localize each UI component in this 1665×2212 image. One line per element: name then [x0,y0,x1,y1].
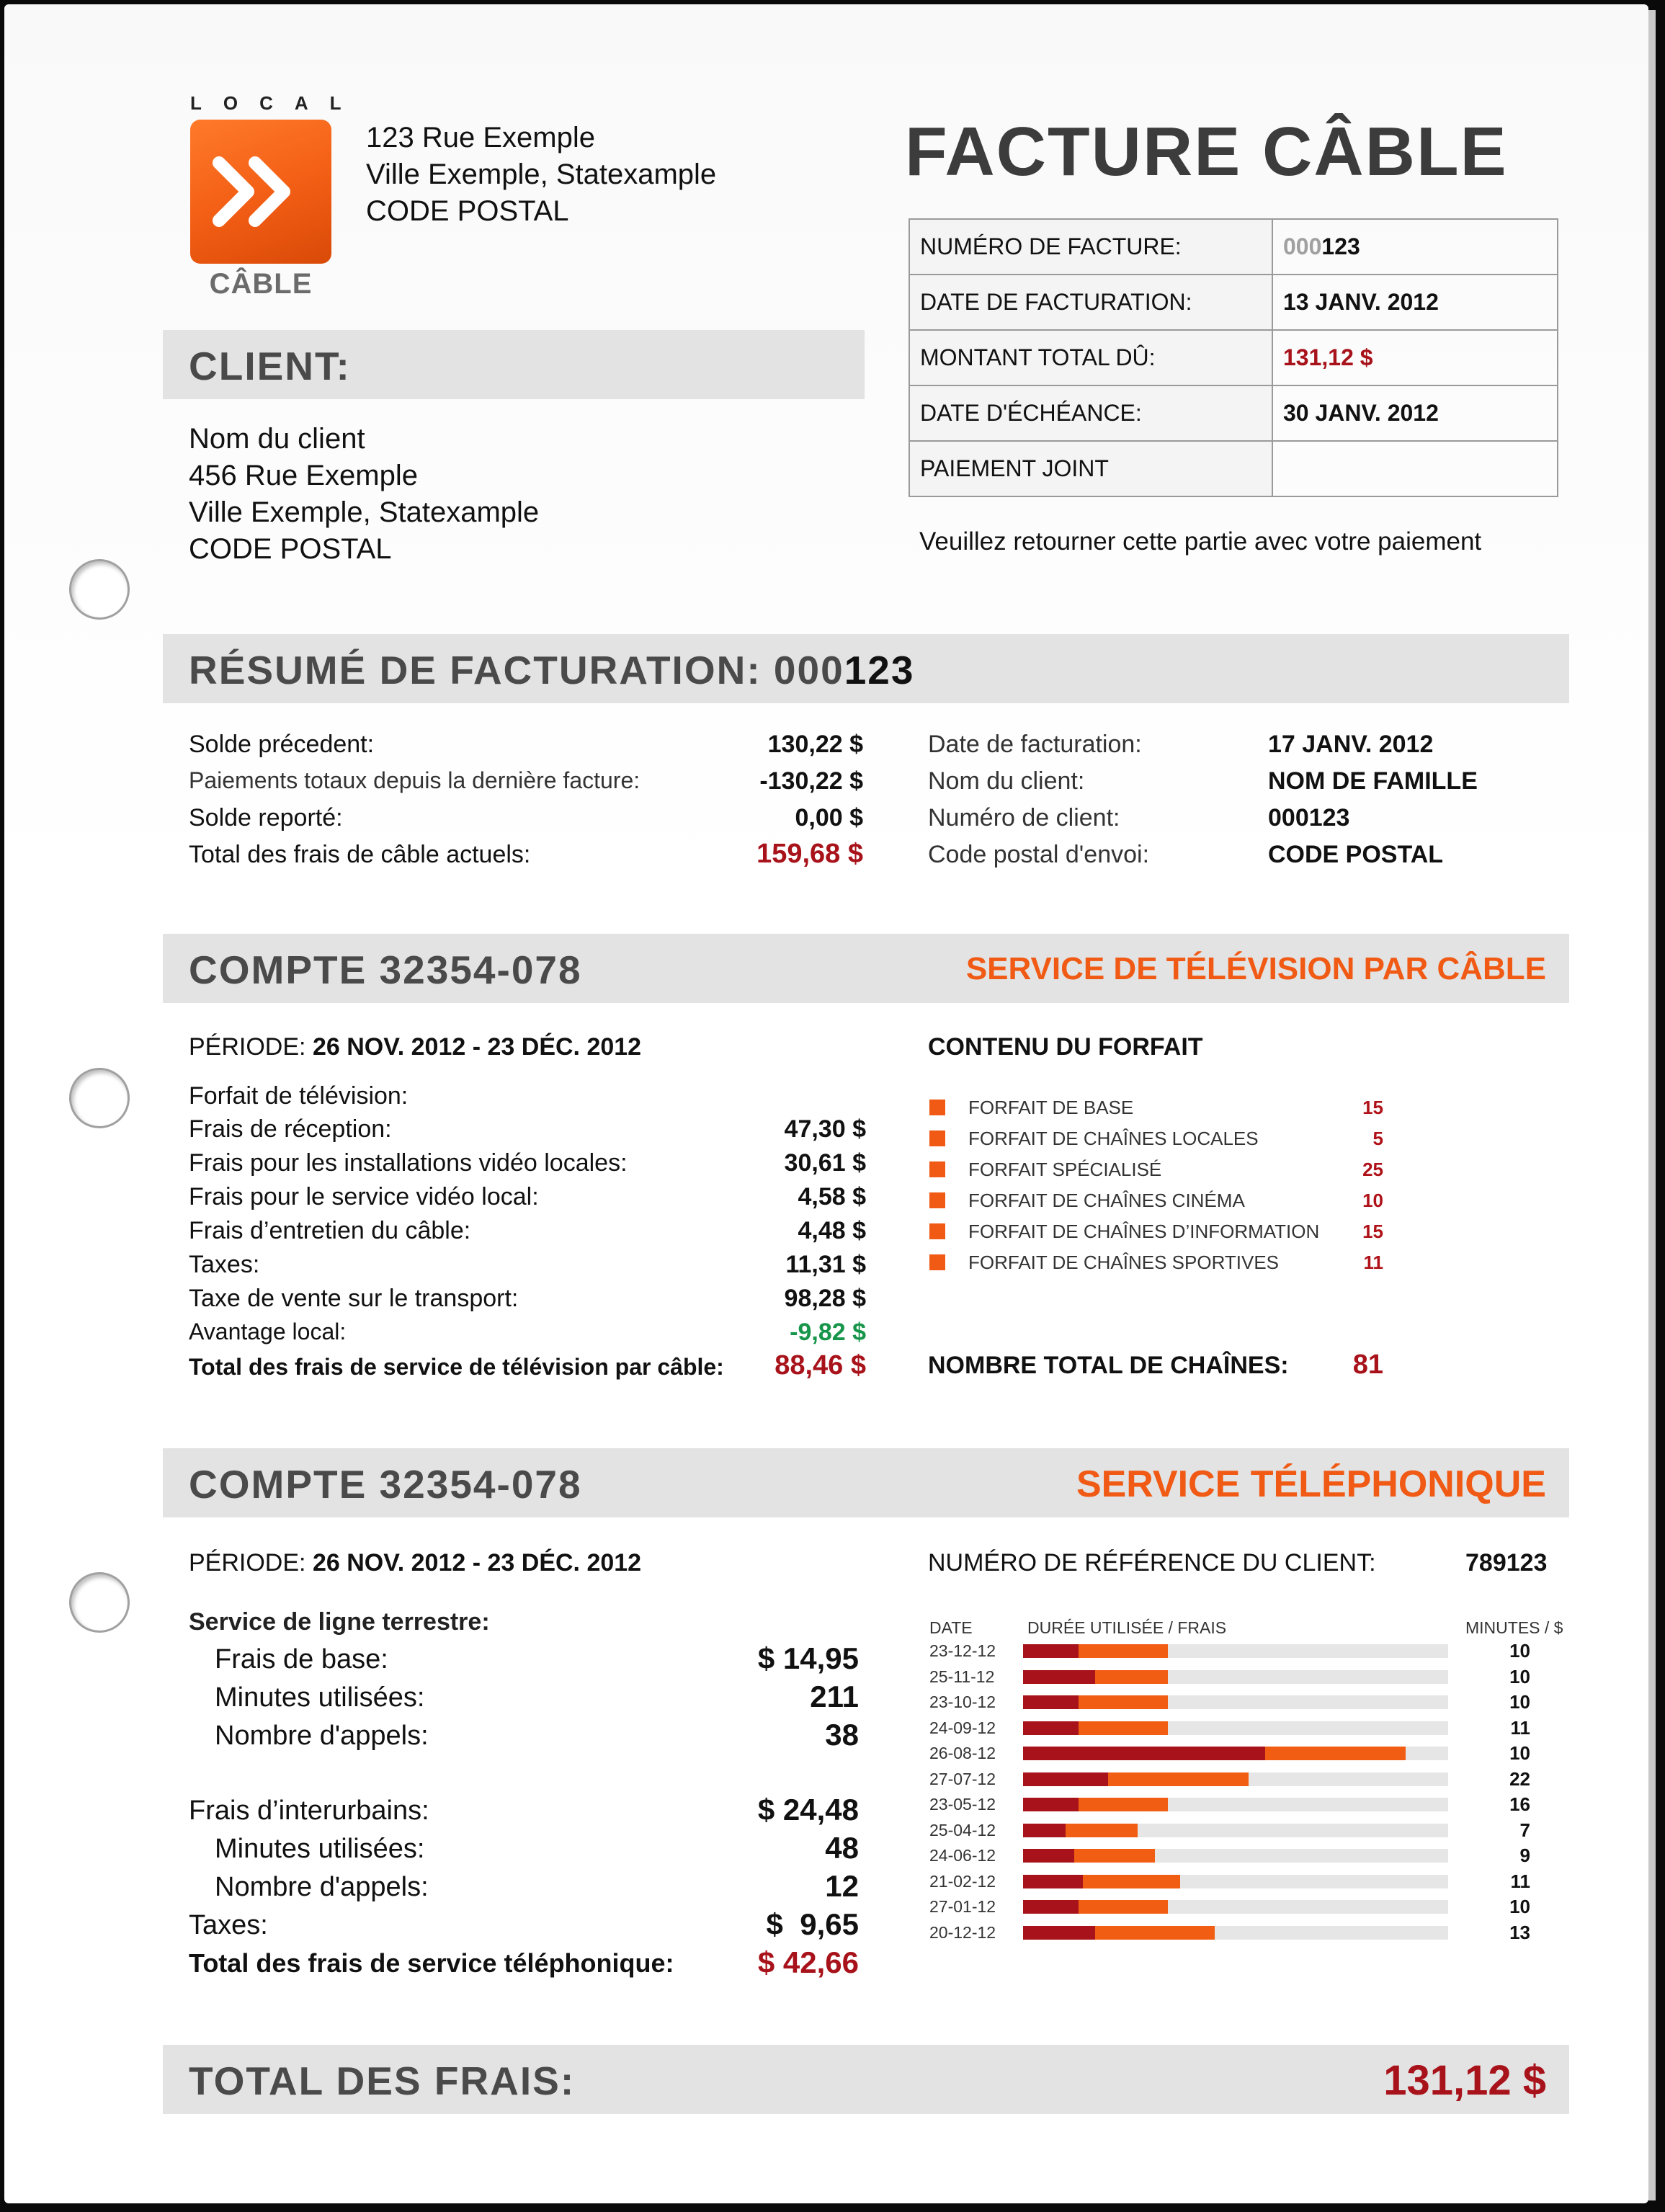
chart-value-label: 11 [1510,1717,1530,1739]
summary-number-prefix: 000 [773,648,844,692]
chart-category-label: 20-12-12 [929,1923,996,1942]
chart-bar-duree [1023,1926,1095,1940]
summary-label: Date de facturation: [928,731,1142,758]
phone-total-label: Total des frais de service téléphonique: [189,1948,674,1978]
chart-bar-duree [1023,1721,1079,1735]
client-address-line: CODE POSTAL [189,533,392,565]
chart-category-label: 23-12-12 [929,1641,996,1660]
summary-value: 0,00 $ [795,804,863,831]
chart-value-label: 22 [1509,1768,1530,1790]
bullet-square-icon [929,1100,945,1115]
longdistance-label: Minutes utilisées: [215,1834,425,1864]
summary-value: 130,22 $ [767,731,863,758]
total-due-value: 131,12 $ [1272,330,1558,385]
client-address [189,421,539,568]
package-label: FORFAIT DE CHAÎNES SPORTIVES [968,1252,1280,1273]
chart-xlabel: DURÉE UTILISÉE / FRAIS [1027,1618,1227,1637]
chart-bar-duree [1023,1900,1079,1914]
summary-label: Paiements totaux depuis la dernière facture: [189,767,640,793]
chart-value-header: MINUTES / $ [1465,1618,1563,1637]
tv-charge-label: Taxes: [189,1251,260,1278]
return-note: Veuillez retourner cette partie avec votre paiement [919,527,1482,556]
chart-category-label: 23-05-12 [929,1795,996,1814]
chart-value-label: 10 [1509,1742,1530,1764]
tv-charge-label: Frais pour le service vidéo local: [189,1183,539,1210]
summary-value: CODE POSTAL [1268,841,1444,868]
payment-label: PAIEMENT JOINT [909,441,1272,496]
tv-charge-value: 4,58 $ [798,1183,866,1210]
phone-period [189,1549,641,1577]
chart-bar-duree [1023,1772,1108,1786]
tv-period-value: 26 NOV. 2012 - 23 DÉC. 2012 [312,1033,642,1061]
chart-bar-duree [1023,1747,1265,1760]
client-address-line: 456 Rue Exemple [189,460,418,491]
longdistance-value: 12 [825,1869,859,1903]
chart-category-label: 23-10-12 [929,1693,996,1711]
tv-discount-value: -9,82 $ [790,1319,866,1346]
tv-charge-value: 30,61 $ [784,1149,866,1177]
summary-number-suffix: 123 [844,648,915,692]
summary-label: Solde précedent: [189,731,375,758]
company-address-line: 123 Rue Exemple [366,122,595,153]
landline-label: Nombre d'appels: [215,1721,429,1751]
channels-total-value: 81 [1352,1350,1383,1380]
longdistance-heading: Frais d’interurbains: [189,1796,429,1826]
tv-charge-label: Frais d’entretien du câble: [189,1217,471,1244]
tv-account: COMPTE 32354-078 [189,947,582,992]
tv-period-label: PÉRIODE: [189,1033,306,1061]
reference-value: 789123 [1465,1549,1548,1577]
page-edge-shadow [1648,10,1656,2200]
package-label: FORFAIT DE CHAÎNES D’INFORMATION [968,1221,1320,1242]
tv-total-value: 88,46 $ [775,1350,866,1381]
summary-heading-text: RÉSUMÉ DE FACTURATION: [189,648,762,692]
logo-text-bottom: CÂBLE [209,268,313,300]
payment-field[interactable] [1272,441,1558,496]
summary-heading [189,647,914,693]
chart-value-label: 11 [1510,1870,1530,1892]
chart-bar-duree [1023,1670,1095,1684]
summary-value: 000123 [1268,804,1350,831]
chart-bar-duree [1023,1824,1066,1837]
tv-total-label: Total des frais de service de télévision par câble: [189,1354,724,1380]
tv-charge-value: 47,30 $ [784,1115,866,1143]
phone-total-value: $ 42,66 [757,1945,859,1979]
bullet-square-icon [929,1161,945,1177]
package-label: FORFAIT DE CHAÎNES LOCALES [968,1128,1259,1149]
tv-charge-label: Avantage local: [189,1319,347,1344]
chart-value-label: 10 [1509,1691,1530,1713]
invoice-number-suffix: 123 [1321,233,1360,259]
invoice-info-table [909,218,1558,497]
binder-hole [69,559,130,620]
phone-taxes-value: $ 9,65 [766,1907,859,1941]
phone-period-value: 26 NOV. 2012 - 23 DÉC. 2012 [312,1549,642,1577]
chart-bar-duree [1023,1644,1079,1658]
company-address-line: CODE POSTAL [366,195,569,227]
client-address-line: Ville Exemple, Statexample [189,496,540,528]
package-label: FORFAIT SPÉCIALISÉ [968,1159,1162,1180]
landline-label: Frais de base: [215,1644,388,1674]
landline-value: $ 14,95 [757,1641,859,1675]
chart-date-header: DATE [929,1618,973,1637]
summary-label: Code postal d'envoi: [928,841,1150,868]
summary-label: Total des frais de câble actuels: [189,841,531,868]
grand-total-value: 131,12 $ [1383,2057,1546,2104]
longdistance-label: Nombre d'appels: [215,1872,429,1902]
summary-label: Nom du client: [928,767,1085,795]
document-title: FACTURE CÂBLE [905,113,1508,190]
tv-charge-value: 11,31 $ [785,1251,866,1278]
chart-bar-duree [1023,1849,1074,1863]
summary-label: Solde reporté: [189,804,343,831]
invoice-date-value: 13 JANV. 2012 [1272,275,1558,330]
client-address-line: Nom du client [189,423,365,455]
company-address-line: Ville Exemple, Statexample [366,159,717,190]
phone-period-label: PÉRIODE: [189,1549,306,1577]
due-date-value: 30 JANV. 2012 [1272,385,1558,441]
chart-category-label: 26-08-12 [929,1744,996,1762]
chart-value-label: 7 [1519,1819,1530,1841]
chart-category-label: 24-09-12 [929,1718,996,1737]
invoice-page [4,4,1648,2203]
logo-text-top: LOCAL [190,92,363,114]
tv-period [189,1033,641,1061]
package-label: FORFAIT DE BASE [968,1097,1134,1118]
grand-total-bar [163,2045,1569,2114]
chart-value-label: 16 [1509,1793,1530,1815]
chart-value-label: 9 [1519,1845,1530,1866]
invoice-number-label: NUMÉRO DE FACTURE: [909,219,1272,275]
tv-forfait-label: Forfait de télévision: [189,1082,409,1110]
package-heading: CONTENU DU FORFAIT [928,1033,1203,1061]
tv-charge-value: 98,28 $ [784,1285,866,1312]
summary-total-value: 159,68 $ [756,839,863,869]
chart-category-label: 25-04-12 [929,1821,996,1839]
chart-value-label: 10 [1509,1666,1530,1687]
phone-taxes-label: Taxes: [189,1910,268,1940]
phone-service-title: SERVICE TÉLÉPHONIQUE [1076,1463,1546,1505]
phone-header [163,1448,1569,1517]
bullet-square-icon [929,1223,945,1239]
package-count: 5 [1372,1128,1383,1149]
tv-charge-label: Frais pour les installations vidéo locales: [189,1149,628,1177]
landline-label: Minutes utilisées: [215,1682,425,1713]
tv-header [163,934,1569,1003]
chart-value-label: 10 [1509,1640,1530,1662]
chart-category-label: 27-01-12 [929,1897,996,1916]
reference-label: NUMÉRO DE RÉFÉRENCE DU CLIENT: [928,1549,1376,1577]
client-header [163,330,865,399]
tv-charge-label: Taxe de vente sur le transport: [189,1285,519,1312]
channels-total-label: NOMBRE TOTAL DE CHAÎNES: [928,1352,1289,1379]
chart-category-label: 21-02-12 [929,1872,996,1891]
chart-category-label: 24-06-12 [929,1846,996,1865]
chart-category-label: 27-07-12 [929,1770,996,1788]
phone-account: COMPTE 32354-078 [189,1462,582,1507]
landline-value: 38 [825,1718,859,1752]
company-address [366,120,716,230]
bullet-square-icon [929,1192,945,1208]
chart-category-label: 25-11-12 [929,1667,995,1686]
chart-bar-duree [1023,1695,1079,1709]
grand-total-label: TOTAL DES FRAIS: [189,2059,576,2103]
tv-charge-label: Frais de réception: [189,1115,392,1143]
binder-hole [69,1068,130,1128]
chart-bar-duree [1023,1875,1083,1888]
tv-charge-value: 4,48 $ [798,1217,866,1244]
landline-heading: Service de ligne terrestre: [189,1608,490,1636]
bullet-square-icon [929,1130,945,1146]
chart-bar-duree [1023,1798,1079,1811]
invoice-number-value [1272,219,1558,275]
summary-label: Numéro de client: [928,804,1120,831]
summary-value: NOM DE FAMILLE [1268,767,1478,795]
package-count: 15 [1362,1221,1383,1242]
package-label: FORFAIT DE CHAÎNES CINÉMA [968,1190,1245,1211]
package-count: 15 [1362,1097,1383,1118]
invoice-date-label: DATE DE FACTURATION: [909,275,1272,330]
longdistance-value: $ 24,48 [757,1793,859,1827]
client-heading: CLIENT: [189,344,351,388]
summary-value: -130,22 $ [759,767,863,795]
chart-value-label: 10 [1509,1896,1530,1917]
summary-value: 17 JANV. 2012 [1268,731,1434,758]
chart-value-label: 13 [1509,1922,1530,1943]
logo-icon [190,120,331,264]
package-count: 25 [1362,1159,1383,1180]
tv-service-title: SERVICE DE TÉLÉVISION PAR CÂBLE [965,951,1546,986]
landline-value: 211 [810,1680,859,1713]
bullet-square-icon [929,1254,945,1270]
invoice-number-prefix: 000 [1283,233,1322,259]
longdistance-value: 48 [825,1831,859,1865]
package-count: 11 [1363,1252,1383,1273]
summary-header [163,634,1569,703]
package-count: 10 [1362,1190,1383,1211]
total-due-label: MONTANT TOTAL DÛ: [909,330,1272,385]
due-date-label: DATE D'ÉCHÉANCE: [909,385,1272,441]
binder-hole [69,1572,130,1633]
